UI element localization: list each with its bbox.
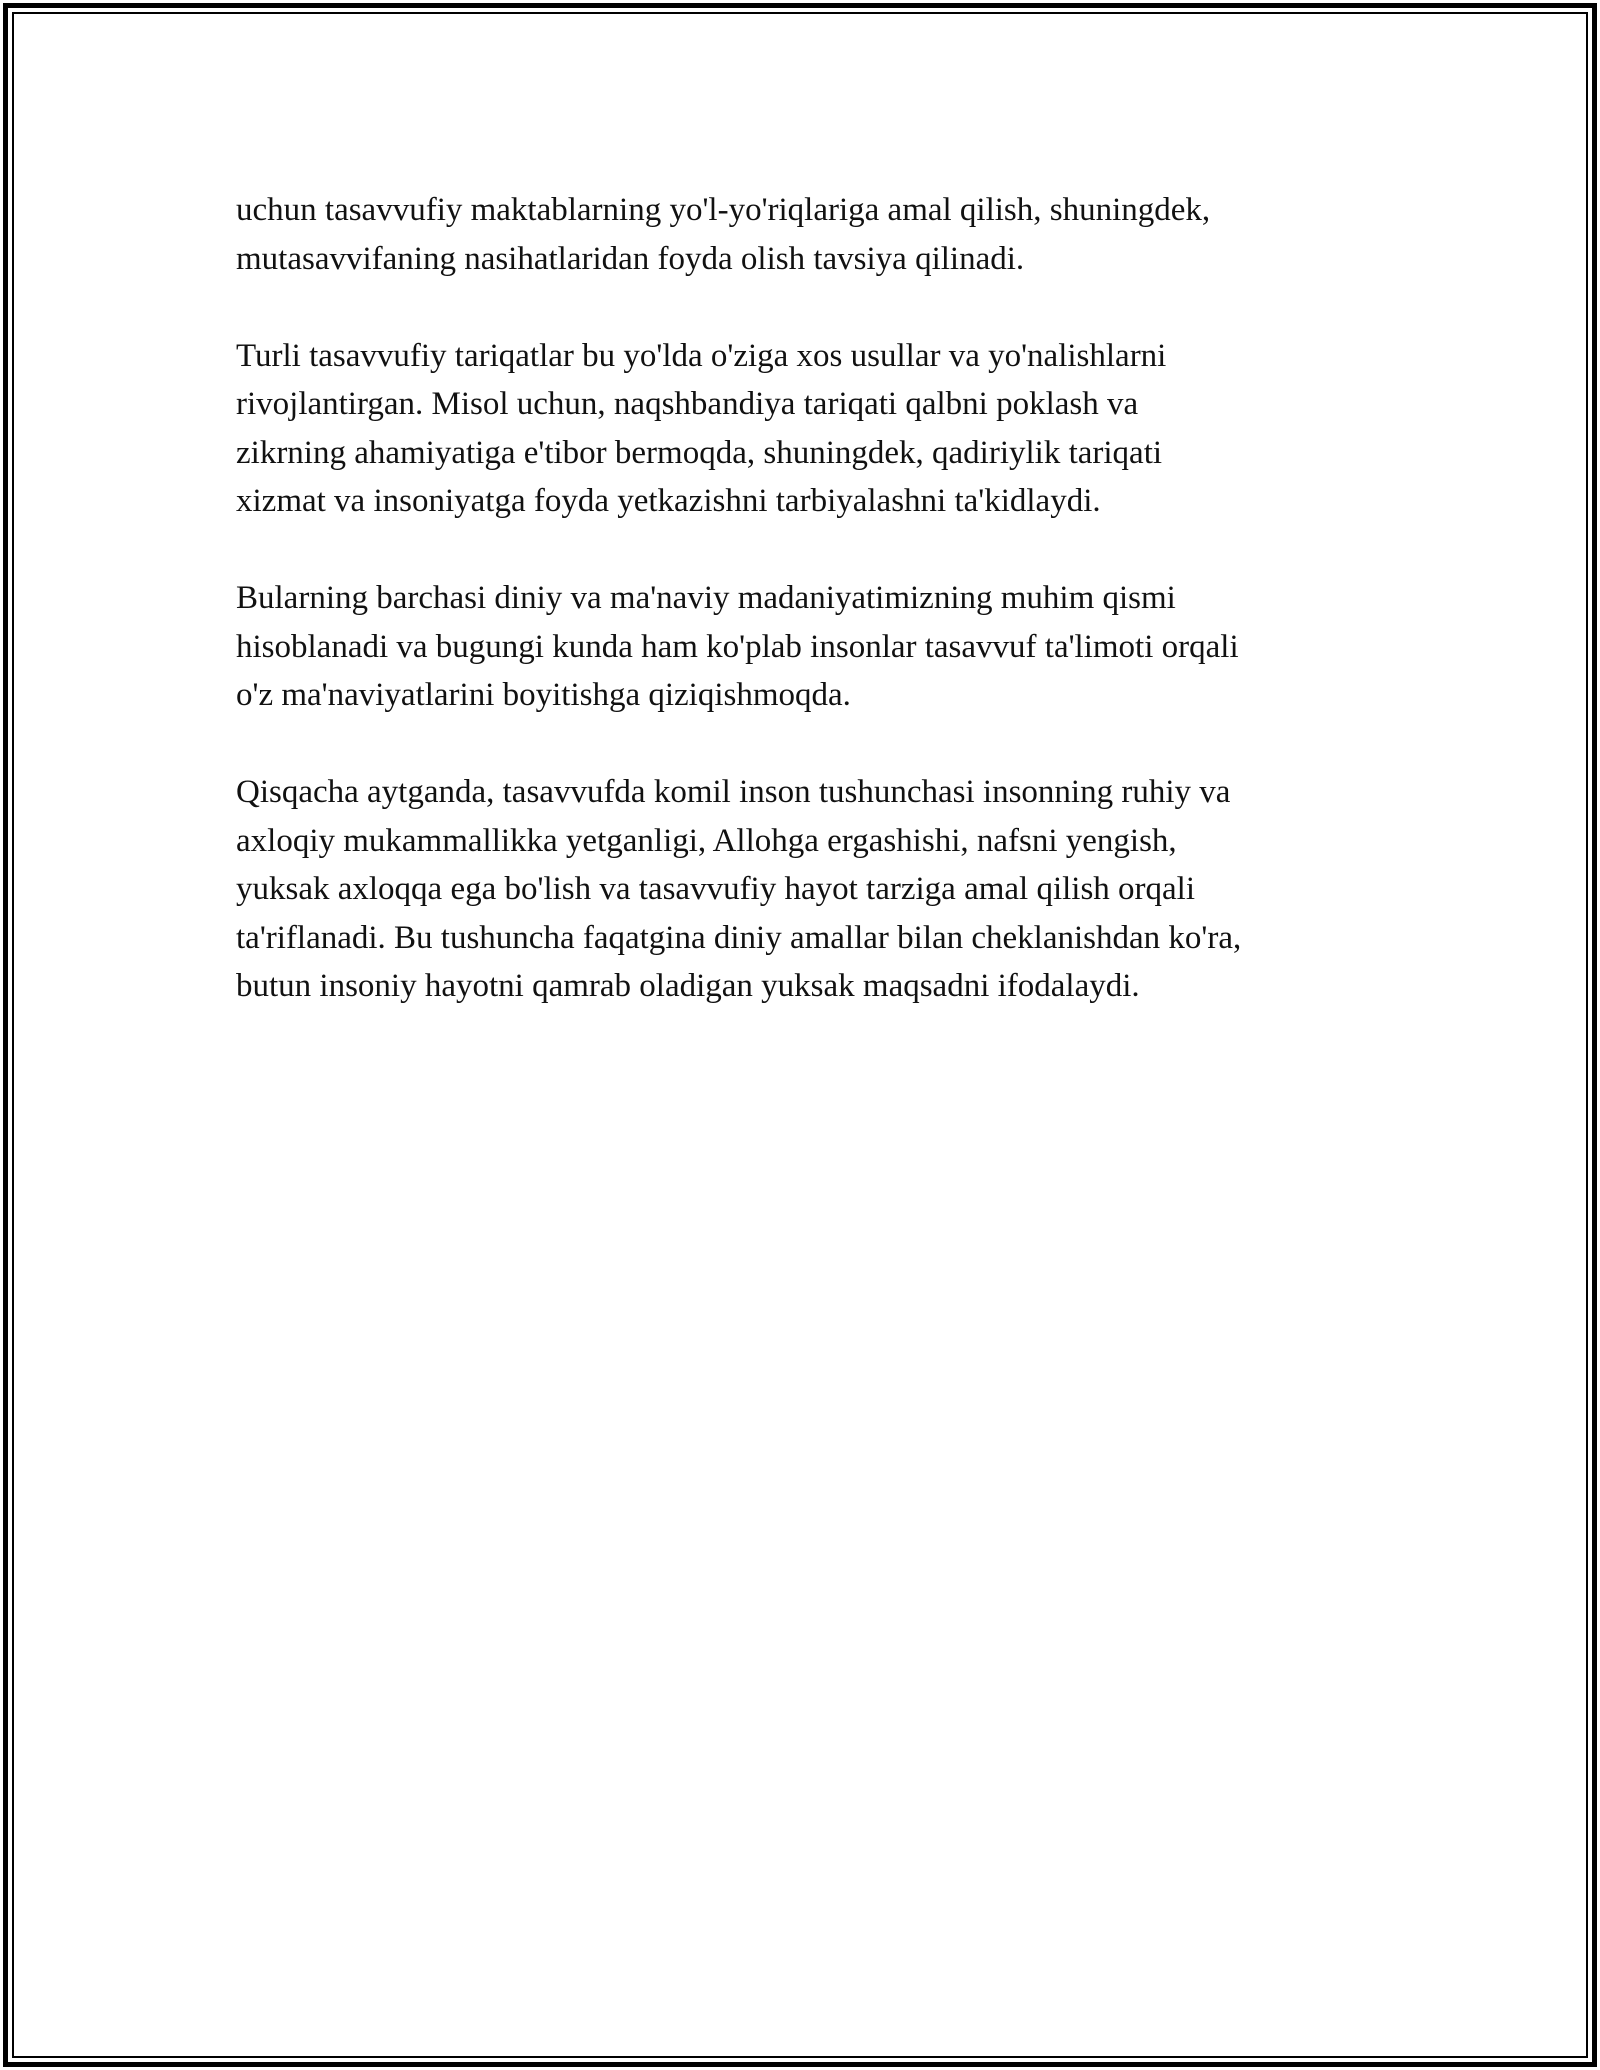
text-line: zikrning ahamiyatiga e'tibor bermoqda, shuningdek, qadiriylik tariqati xyxy=(236,434,1163,471)
text-line: uchun tasavvufiy maktablarning yo'l-yo'riqlariga amal qilish, shuningdek, xyxy=(236,192,1211,228)
text-line: Bularning barchasi diniy va ma'naviy madaniyatimizning muhim qismi xyxy=(236,580,1176,616)
text-line: Qisqacha aytganda, tasavvufda komil inson tushunchasi insonning ruhiy va xyxy=(236,774,1231,810)
paragraph-2 xyxy=(236,332,1386,526)
text-line: ta'riflanadi. Bu tushuncha faqatgina diniy amallar bilan cheklanishdan ko'ra, xyxy=(236,919,1242,956)
text-line: Turli tasavvufiy tariqatlar bu yo'lda o'ziga xos usullar va yo'nalishlarni xyxy=(236,337,1167,374)
document-body xyxy=(236,186,1386,1059)
text-line: axloqiy mukammallikka yetganligi, Allohga ergashishi, nafsni yengish, xyxy=(236,822,1177,859)
paragraph-3 xyxy=(236,574,1386,720)
text-line: xizmat va insoniyatga foyda yetkazishni tarbiyalashni ta'kidlaydi. xyxy=(236,483,1101,519)
paragraph-4 xyxy=(236,768,1386,1011)
text-line: hisoblanadi va bugungi kunda ham ko'plab insonlar tasavvuf ta'limoti orqali xyxy=(236,628,1239,665)
paragraph-1 xyxy=(236,186,1386,283)
text-line: yuksak axloqqa ega bo'lish va tasavvufiy hayot tarziga amal qilish orqali xyxy=(236,871,1196,907)
text-line: mutasavvifaning nasihatlaridan foyda olish tavsiya qilinadi. xyxy=(236,240,1025,277)
text-line: rivojlantirgan. Misol uchun, naqshbandiya tariqati qalbni poklash va xyxy=(236,386,1139,422)
text-line: o'z ma'naviyatlarini boyitishga qiziqishmoqda. xyxy=(236,677,851,713)
text-line: butun insoniy hayotni qamrab oladigan yuksak maqsadni ifodalaydi. xyxy=(236,968,1140,1004)
